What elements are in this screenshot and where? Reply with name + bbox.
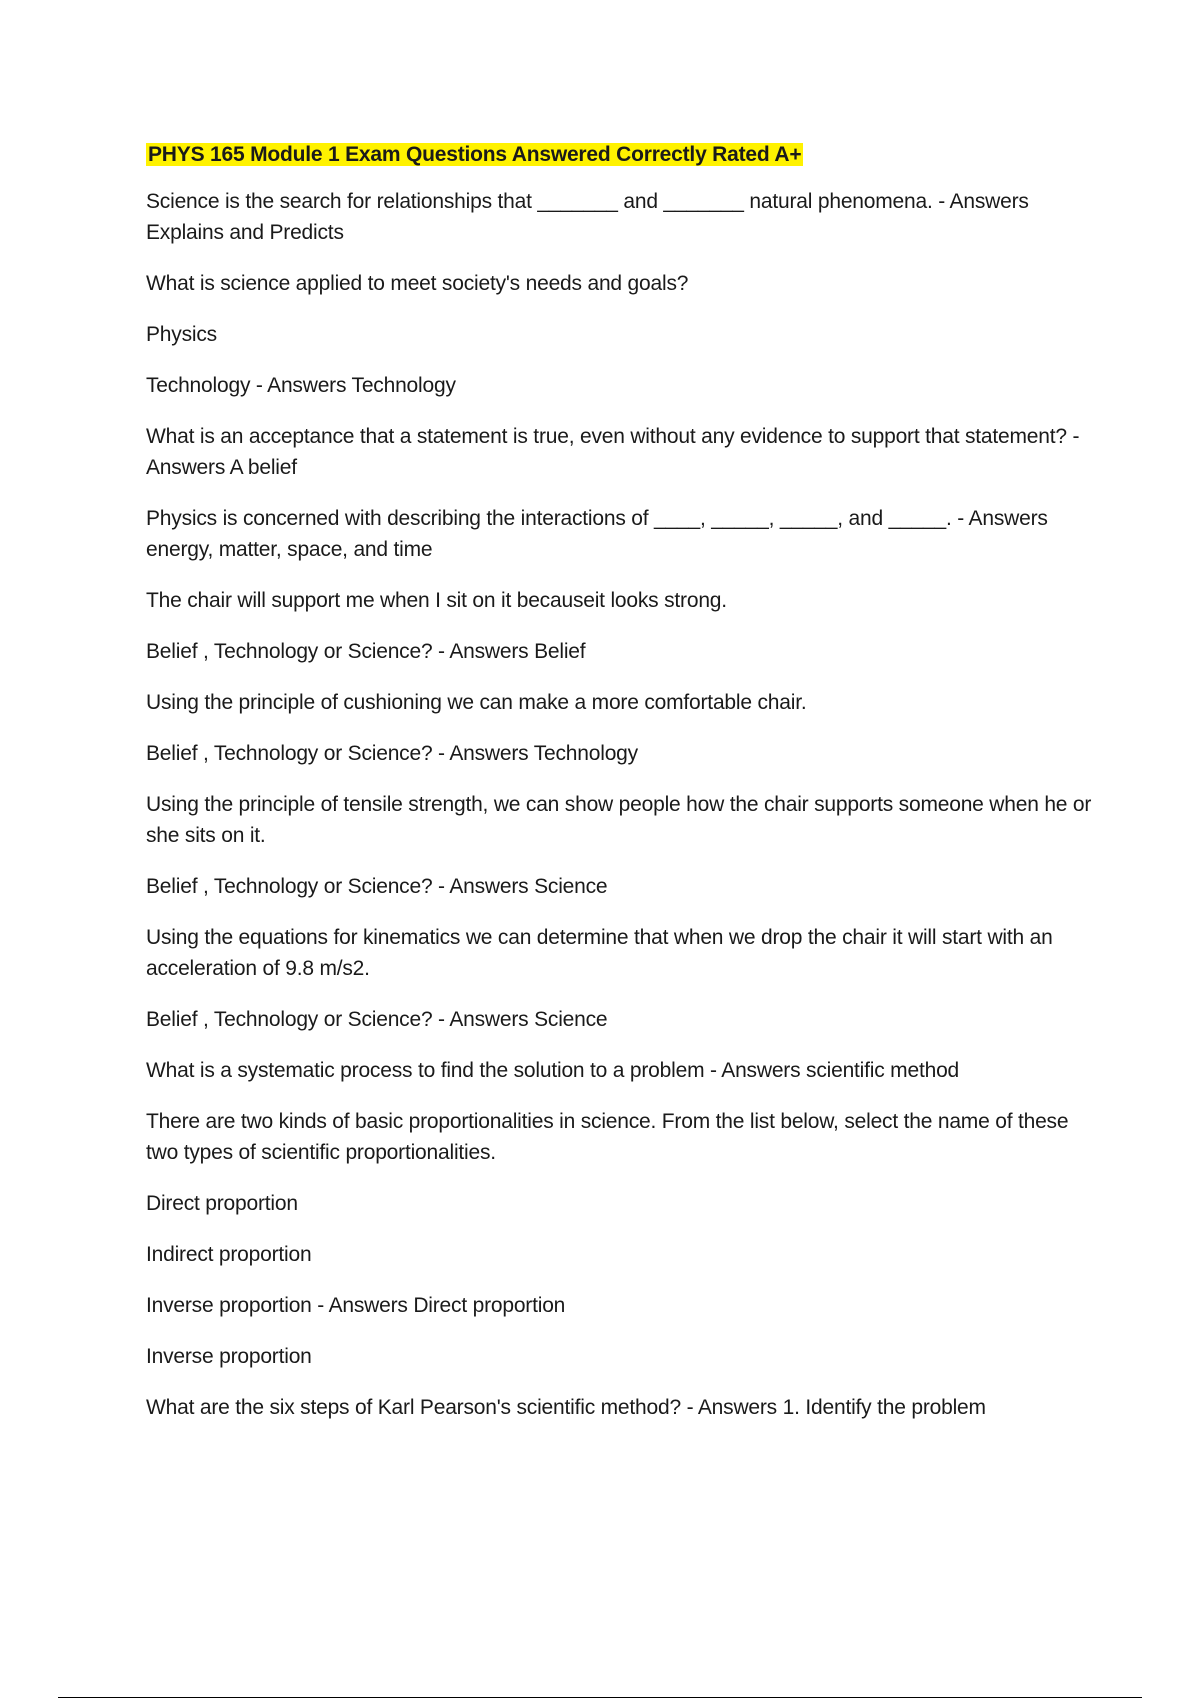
paragraph: Using the equations for kinematics we can determine that when we drop the chair it will start with an acceleration of 9.8 m/s2. (146, 926, 1053, 980)
paragraph: Inverse proportion - Answers Direct proportion (146, 1294, 566, 1317)
paragraph: Physics is concerned with describing the interactions of ____, _____, _____, and _____. - Answers energy, matter, space, and time (146, 507, 1048, 561)
paragraph: Using the principle of cushioning we can make a more comfortable chair. (146, 691, 807, 714)
paragraph: Inverse proportion (146, 1345, 312, 1368)
document-page (146, 140, 1096, 1443)
paragraph: Belief , Technology or Science? - Answers Belief (146, 640, 586, 663)
paragraph: Physics (146, 323, 217, 346)
paragraph: The chair will support me when I sit on it becauseit looks strong. (146, 589, 727, 612)
paragraph: Belief , Technology or Science? - Answers Science (146, 875, 608, 898)
paragraph: What is a systematic process to find the solution to a problem - Answers scientific method (146, 1059, 960, 1082)
paragraph: Science is the search for relationships that _______ and _______ natural phenomena. - Answers Explains and Predicts (146, 190, 1029, 244)
paragraph: What are the six steps of Karl Pearson's scientific method? - Answers 1. Identify the problem (146, 1396, 986, 1419)
paragraph: Belief , Technology or Science? - Answers Technology (146, 742, 638, 765)
paragraph: Indirect proportion (146, 1243, 312, 1266)
paragraph: What is an acceptance that a statement is true, even without any evidence to support that statement? - Answers A belief (146, 425, 1080, 479)
paragraph: Using the principle of tensile strength, we can show people how the chair supports someone when he or she sits on it. (146, 793, 1092, 847)
page-bottom-rule (58, 1697, 1142, 1698)
document-title: PHYS 165 Module 1 Exam Questions Answered Correctly Rated A+ (148, 143, 802, 166)
paragraph: Technology - Answers Technology (146, 374, 456, 397)
paragraph: Direct proportion (146, 1192, 298, 1215)
title-block (146, 140, 1096, 172)
paragraph: What is science applied to meet society's needs and goals? (146, 272, 689, 295)
paragraph: Belief , Technology or Science? - Answers Science (146, 1008, 608, 1031)
paragraph: There are two kinds of basic proportionalities in science. From the list below, select the name of these two types of scientific proportionalities. (146, 1110, 1069, 1164)
